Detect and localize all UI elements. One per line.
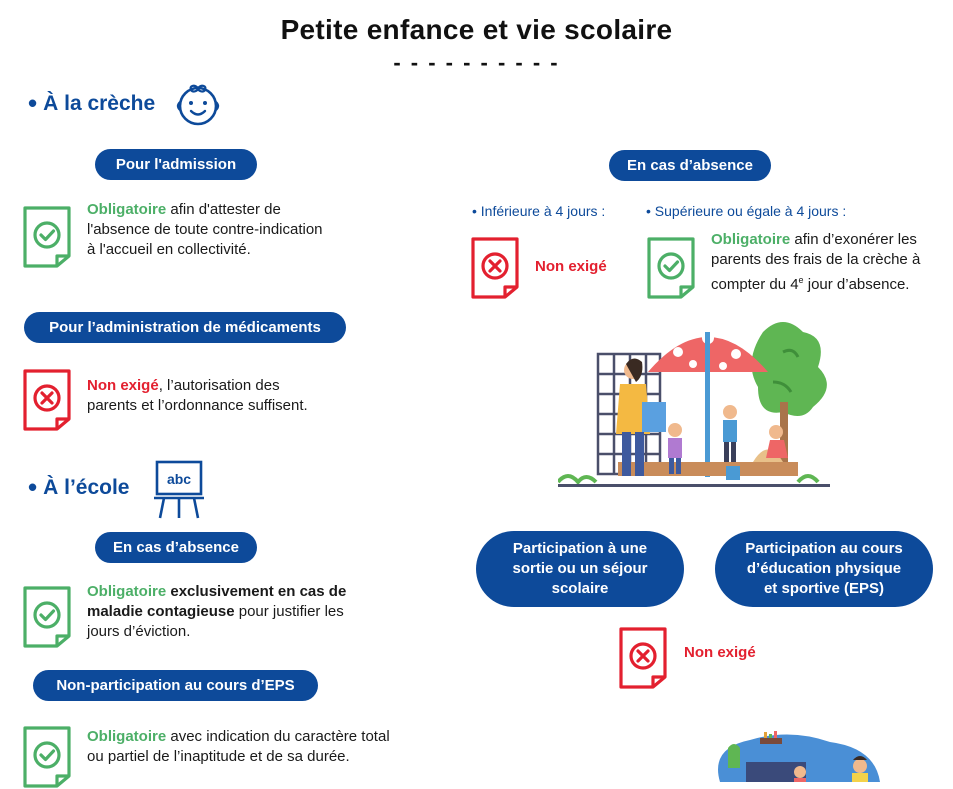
document-check-icon [22,205,72,269]
sortie-pill-line1: Participation à une [512,540,648,557]
classroom-illustration [700,728,890,782]
admission-pill: Pour l'admission [95,149,257,180]
medicaments-line1: , l’autorisation des [158,377,280,394]
sortie-pill-line3: scolaire [551,580,609,597]
ecole-absence-pill: En cas d’absence [95,532,257,563]
ecole-absence-lead: Obligatoire [87,583,167,600]
document-check-icon [22,725,72,789]
admission-line3: à l'accueil en collectivité. [87,241,251,258]
ecole-absence-line3: jours d’éviction. [87,623,191,640]
medicaments-line2: parents et l’ordonnance suffisent. [87,397,308,414]
playground-illustration [558,312,830,494]
document-check-icon [22,585,72,649]
document-cross-icon [22,368,72,432]
document-check-icon [646,236,696,300]
section-ecole-title: À l’école [43,475,130,499]
absence-long-label: • Supérieure ou égale à 4 jours : [646,203,847,219]
ecole-absence-bold2: maladie contagieuse [87,603,235,620]
document-cross-icon [618,626,668,690]
ecole-absence-text [87,582,377,642]
absence-short-status: Non exigé [535,258,607,275]
absence-long-text [711,230,941,295]
eps-participation-line2: d’éducation physique [746,560,902,577]
medicaments-text [87,376,357,416]
sortie-pill-line2: sortie ou un séjour [512,560,648,577]
title-divider: - - - - - - - - - - [393,50,560,75]
chalkboard-icon [152,458,206,520]
absence-long-line1: afin d’exonérer les [790,231,917,248]
absence-long-line3sup: e [798,275,804,285]
eps-lead: Obligatoire [87,728,167,745]
admission-line2: l'absence de toute contre-indication [87,221,323,238]
eps-text [87,727,427,767]
section-ecole [28,472,129,503]
admission-text [87,200,347,260]
bullet-dot: • [28,472,38,502]
absence-long-lead: Obligatoire [711,231,791,248]
sortie-pill [476,531,684,607]
page-title: Petite enfance et vie scolaire [280,14,673,45]
eps-line1: avec indication du caractère total [166,728,390,745]
absence-short-label: • Inférieure à 4 jours : [472,203,606,219]
medicaments-pill: Pour l’administration de médicaments [24,312,346,343]
document-cross-icon [470,236,520,300]
absence-long-line3b: jour d’absence. [803,276,910,293]
eps-participation-line1: Participation au cours [745,540,903,557]
absence-long-line2: parents des frais de la crèche à [711,251,921,268]
participation-status: Non exigé [684,644,756,661]
section-creche-title: À la crèche [43,91,156,115]
eps-line2: ou partiel de l’inaptitude et de sa durée. [87,748,350,765]
ecole-absence-line2: pour justifier les [234,603,344,620]
eps-participation-pill [715,531,933,607]
eps-pill: Non-participation au cours d’EPS [33,670,318,701]
creche-absence-pill: En cas d’absence [609,150,771,181]
bullet-dot: • [28,88,38,118]
ecole-absence-bold1: exclusivement en cas de [166,583,347,600]
baby-face-icon [172,78,224,128]
section-creche [28,88,155,119]
eps-participation-line3: et sportive (EPS) [763,580,884,597]
medicaments-lead: Non exigé [87,377,159,394]
chalkboard-text: abc [166,471,192,487]
admission-lead: Obligatoire [87,201,167,218]
admission-line1: afin d'attester de [166,201,281,218]
absence-long-line3a: compter du 4 [711,276,799,293]
